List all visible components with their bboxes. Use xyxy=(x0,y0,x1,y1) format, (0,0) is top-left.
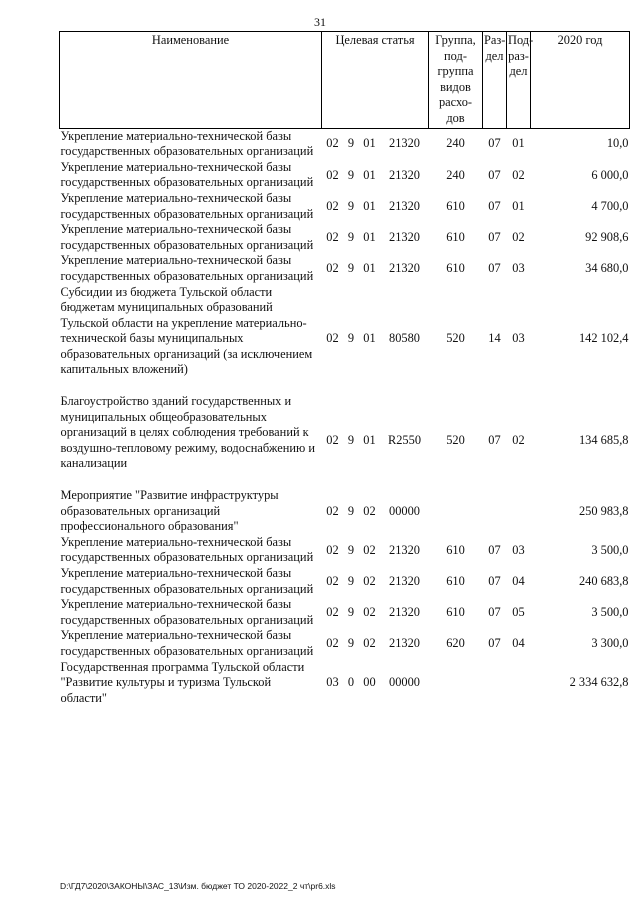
cell-razd: 07 xyxy=(488,573,501,588)
header-target: Целевая статья xyxy=(322,32,429,129)
cell-sum: 6 000,0 xyxy=(591,167,629,182)
cell-s2: 9 xyxy=(347,331,355,346)
file-path-footer: D:\ГД7\2020\ЗАКОНЫ\ЗАС_13\Изм. бюджет ТО 2020-2022_2 чт\pr6.xls xyxy=(60,881,336,891)
cell-pod: 02 xyxy=(512,433,525,448)
cell-razd: 07 xyxy=(488,542,501,557)
header-group: Группа, под-группа видов расхо-дов xyxy=(429,32,483,129)
cell-pod: 01 xyxy=(512,136,525,151)
cell-grp: 610 xyxy=(446,229,465,244)
cell-s2: 0 xyxy=(347,675,355,690)
cell-s3: 01 xyxy=(363,331,376,346)
table-row xyxy=(60,660,630,707)
cell-razd: 07 xyxy=(488,229,501,244)
cell-sum: 3 300,0 xyxy=(591,636,629,651)
cell-s4: 21320 xyxy=(389,136,420,151)
cell-name: Укрепление материально-технической базы государственных образовательных организаций xyxy=(60,597,314,627)
cell-name: Субсидии из бюджета Тульской области бюджетам муниципальных образований Тульской области на укрепление материально-технической базы муниципальных образовательных организаций (за исключением капитальных вложений) xyxy=(60,284,313,377)
table-row xyxy=(60,222,630,253)
cell-razd: 07 xyxy=(488,261,501,276)
cell-s4: 21320 xyxy=(389,167,420,182)
cell-s2: 9 xyxy=(347,573,355,588)
cell-name: Государственная программа Тульской области "Развитие культуры и туризма Тульской области" xyxy=(60,659,305,705)
cell-grp xyxy=(429,660,483,707)
header-year: 2020 год xyxy=(531,32,630,129)
cell-s1: 02 xyxy=(326,229,339,244)
cell-s4: 21320 xyxy=(389,198,420,213)
cell-s1: 02 xyxy=(326,503,339,518)
cell-s2: 9 xyxy=(347,433,355,448)
cell-pod: 03 xyxy=(512,331,525,346)
cell-s4: 21320 xyxy=(389,604,420,619)
cell-s1: 02 xyxy=(326,261,339,276)
cell-s1: 02 xyxy=(326,198,339,213)
cell-razd xyxy=(483,660,507,707)
cell-s1: 02 xyxy=(326,573,339,588)
cell-sum: 4 700,0 xyxy=(591,198,629,213)
cell-pod xyxy=(507,488,531,535)
cell-s1: 03 xyxy=(326,675,339,690)
table-row xyxy=(60,566,630,597)
table-row xyxy=(60,628,630,659)
cell-pod: 03 xyxy=(512,261,525,276)
cell-sum: 3 500,0 xyxy=(591,604,629,619)
cell-s2: 9 xyxy=(347,167,355,182)
cell-pod: 02 xyxy=(512,167,525,182)
cell-s2: 9 xyxy=(347,198,355,213)
cell-sum: 10,0 xyxy=(606,136,629,151)
cell-s1: 02 xyxy=(326,331,339,346)
table-row xyxy=(60,597,630,628)
cell-name: Укрепление материально-технической базы государственных образовательных организаций xyxy=(60,222,314,252)
header-podrazdel: Под-раз-дел xyxy=(507,32,531,129)
cell-name: Укрепление материально-технической базы государственных образовательных организаций xyxy=(60,159,314,190)
cell-s4: 00000 xyxy=(389,503,420,518)
cell-s2: 9 xyxy=(347,636,355,651)
cell-s2: 9 xyxy=(347,604,355,619)
header-razdel: Раз-дел xyxy=(483,32,507,129)
cell-s3: 02 xyxy=(363,542,376,557)
cell-razd: 07 xyxy=(488,136,501,151)
table-row xyxy=(60,191,630,222)
cell-s3: 00 xyxy=(363,675,376,690)
cell-razd: 07 xyxy=(488,604,501,619)
cell-s3: 02 xyxy=(363,573,376,588)
cell-grp: 610 xyxy=(446,261,465,276)
cell-sum: 2 334 632,8 xyxy=(569,675,629,690)
cell-name: Укрепление материально-технической базы государственных образовательных организаций xyxy=(60,628,314,658)
cell-s1: 02 xyxy=(326,542,339,557)
cell-grp: 520 xyxy=(446,433,465,448)
cell-s3: 01 xyxy=(363,198,376,213)
cell-s3: 01 xyxy=(363,167,376,182)
budget-table xyxy=(59,31,630,706)
cell-grp: 610 xyxy=(446,573,465,588)
table-row xyxy=(60,535,630,566)
cell-s3: 01 xyxy=(363,261,376,276)
cell-s2: 9 xyxy=(347,542,355,557)
cell-s4: 00000 xyxy=(389,675,420,690)
cell-s1: 02 xyxy=(326,433,339,448)
header-name: Наименование xyxy=(60,32,322,129)
table-row xyxy=(60,488,630,535)
table-body xyxy=(60,128,630,706)
cell-s1: 02 xyxy=(326,136,339,151)
cell-s4: 21320 xyxy=(389,229,420,244)
cell-sum: 250 983,8 xyxy=(578,503,629,518)
cell-s4: 80580 xyxy=(389,331,420,346)
cell-sum: 134 685,8 xyxy=(578,433,629,448)
cell-s3: 02 xyxy=(363,636,376,651)
cell-s4: 21320 xyxy=(389,261,420,276)
cell-name: Укрепление материально-технической базы государственных образовательных организаций xyxy=(60,128,314,159)
cell-name: Укрепление материально-технической базы государственных образовательных организаций xyxy=(60,190,314,221)
table-row xyxy=(60,128,630,160)
cell-grp: 240 xyxy=(446,136,465,151)
cell-pod: 03 xyxy=(512,542,525,557)
cell-grp: 610 xyxy=(446,198,465,213)
cell-pod: 04 xyxy=(512,636,525,651)
cell-grp: 610 xyxy=(446,604,465,619)
cell-pod: 02 xyxy=(512,229,525,244)
cell-grp xyxy=(429,488,483,535)
cell-razd: 07 xyxy=(488,636,501,651)
cell-s4: 21320 xyxy=(389,573,420,588)
table-row xyxy=(60,160,630,191)
cell-s2: 9 xyxy=(347,229,355,244)
cell-pod: 05 xyxy=(512,604,525,619)
table-header-row xyxy=(60,32,630,129)
cell-razd: 14 xyxy=(488,331,501,346)
cell-s2: 9 xyxy=(347,503,355,518)
table-row xyxy=(60,285,630,395)
cell-sum: 34 680,0 xyxy=(585,261,629,276)
cell-name: Мероприятие "Развитие инфраструктуры образовательных организаций профессионального образования" xyxy=(60,488,279,534)
cell-sum: 3 500,0 xyxy=(591,542,629,557)
cell-pod: 04 xyxy=(512,573,525,588)
cell-razd xyxy=(483,488,507,535)
cell-razd: 07 xyxy=(488,167,501,182)
cell-sum: 92 908,6 xyxy=(585,229,629,244)
cell-name: Благоустройство зданий государственных и муниципальных общеобразовательных организаций в целях соблюдения требований к воздушно-тепловому режиму, водоснабжению и канализации xyxy=(60,394,315,471)
cell-s1: 02 xyxy=(326,636,339,651)
cell-s3: 01 xyxy=(363,229,376,244)
cell-name: Укрепление материально-технической базы государственных образовательных организаций xyxy=(60,534,314,565)
cell-sum: 142 102,4 xyxy=(578,331,629,346)
table-row xyxy=(60,253,630,284)
cell-razd: 07 xyxy=(488,433,501,448)
cell-s1: 02 xyxy=(326,604,339,619)
cell-s3: 02 xyxy=(363,503,376,518)
cell-name: Укрепление материально-технической базы государственных образовательных организаций xyxy=(60,253,314,283)
cell-grp: 620 xyxy=(446,636,465,651)
cell-grp: 610 xyxy=(446,542,465,557)
cell-s2: 9 xyxy=(347,136,355,151)
table-row xyxy=(60,394,630,488)
cell-sum: 240 683,8 xyxy=(578,573,629,588)
cell-s3: 02 xyxy=(363,604,376,619)
cell-grp: 520 xyxy=(446,331,465,346)
cell-grp: 240 xyxy=(446,167,465,182)
cell-pod: 01 xyxy=(512,198,525,213)
cell-s4: 21320 xyxy=(389,636,420,651)
cell-pod xyxy=(507,660,531,707)
cell-s1: 02 xyxy=(326,167,339,182)
cell-s4: 21320 xyxy=(389,542,420,557)
cell-s4: R2550 xyxy=(387,433,422,448)
cell-razd: 07 xyxy=(488,198,501,213)
cell-s2: 9 xyxy=(347,261,355,276)
cell-s3: 01 xyxy=(363,136,376,151)
cell-name: Укрепление материально-технической базы государственных образовательных организаций xyxy=(60,566,314,596)
cell-s3: 01 xyxy=(363,433,376,448)
page-number: 31 xyxy=(314,15,326,29)
